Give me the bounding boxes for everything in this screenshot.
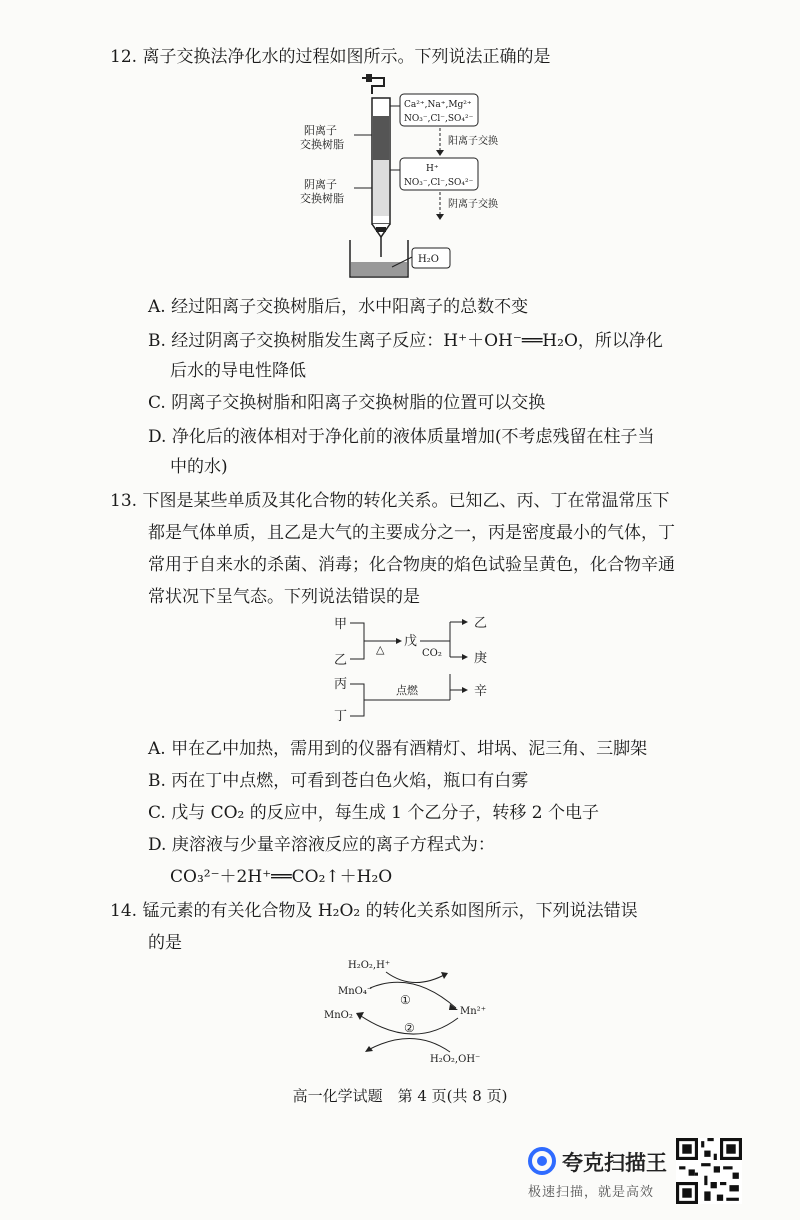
q12-beaker-label: H₂O [418, 254, 439, 265]
q13-jia: 甲 [334, 617, 348, 632]
q14-circle-1: ① [400, 993, 411, 1007]
scanner-logo-icon [528, 1147, 556, 1175]
q13-option-a: A. 甲在乙中加热，需用到的仪器有酒精灯、坩埚、泥三角、三脚架 [148, 739, 648, 759]
q12-arrow-anion-exchange: 阴离子交换 [448, 199, 498, 210]
q12-option-b-line1: B. 经过阴离子交换树脂发生离子反应：H⁺＋OH⁻══H₂O，所以净化 [148, 331, 663, 351]
q13-option-d-equation: CO₃²⁻＋2H⁺══CO₂↑＋H₂O [170, 867, 393, 887]
q12-label-anion-resin-a: 阴离子 [304, 178, 337, 191]
q12-option-d-line2: 中的水) [170, 457, 228, 477]
q13-stem-line3: 常用于自来水的杀菌、消毒；化合物庚的焰色试验呈黄色，化合物辛通 [148, 555, 675, 575]
scanner-slogan: 极速扫描，就是高效 [528, 1185, 655, 1200]
q12-mid-box-h: H⁺ [426, 164, 439, 174]
scanner-brand-name: 夸克扫描王 [562, 1151, 667, 1175]
q13-stem-line1: 13. 下图是某些单质及其化合物的转化关系。已知乙、丙、丁在常温常压下 [110, 491, 670, 511]
q13-xin: 辛 [474, 684, 488, 699]
q14-mn2: Mn²⁺ [460, 1006, 486, 1017]
q12-stem: 12. 离子交换法净化水的过程如图所示。下列说法正确的是 [110, 47, 551, 67]
q13-yi-left: 乙 [334, 653, 348, 668]
q14-bottom-reagent: H₂O₂,OH⁻ [430, 1054, 481, 1065]
q12-label-anion-resin-b: 交换树脂 [300, 192, 344, 205]
q13-option-b: B. 丙在丁中点燃，可看到苍白色火焰，瓶口有白雾 [148, 771, 529, 791]
q13-option-d: D. 庚溶液与少量辛溶液反应的离子方程式为： [148, 835, 495, 855]
q12-option-d-line1: D. 净化后的液体相对于净化前的液体质量增加(不考虑残留在柱子当 [148, 427, 655, 447]
q13-co2: CO₂ [422, 648, 442, 659]
q12-figure [300, 72, 530, 287]
q13-option-c: C. 戊与 CO₂ 的反应中，每生成 1 个乙分子，转移 2 个电子 [148, 803, 600, 823]
q14-mno2: MnO₂ [324, 1010, 353, 1021]
q14-stem-line1: 14. 锰元素的有关化合物及 H₂O₂ 的转化关系如图所示，下列说法错误 [110, 901, 638, 921]
qr-code-icon [676, 1138, 742, 1204]
q12-option-a: A. 经过阳离子交换树脂后，水中阳离子的总数不变 [148, 297, 529, 317]
q12-option-c: C. 阴离子交换树脂和阳离子交换树脂的位置可以交换 [148, 393, 546, 413]
q13-ignite: 点燃 [396, 684, 418, 697]
q13-geng: 庚 [474, 651, 488, 666]
q13-bing: 丙 [334, 677, 348, 692]
q14-circle-2: ② [404, 1021, 415, 1035]
q13-ding: 丁 [334, 709, 348, 722]
q12-top-box-anions: NO₃⁻,Cl⁻,SO₄²⁻ [404, 114, 474, 124]
q14-stem-line2: 的是 [148, 933, 182, 953]
q13-wu: 戊 [404, 634, 418, 649]
q12-label-cation-resin-b: 交换树脂 [300, 138, 344, 151]
q14-top-reagent: H₂O₂,H⁺ [348, 960, 391, 971]
q14-figure [318, 952, 518, 1082]
q12-top-box-cations: Ca²⁺,Na⁺,Mg²⁺ [404, 100, 472, 110]
scanner-watermark [528, 1143, 668, 1203]
q12-arrow-cation-exchange: 阳离子交换 [448, 136, 498, 147]
q13-figure [328, 612, 508, 722]
q12-option-b-line2: 后水的导电性降低 [170, 361, 306, 381]
q12-mid-box-anions: NO₃⁻,Cl⁻,SO₄²⁻ [404, 178, 474, 188]
q13-stem-line4: 常状况下呈气态。下列说法错误的是 [148, 587, 420, 607]
q14-mno4: MnO₄⁻ [338, 986, 373, 997]
q13-yi-right: 乙 [474, 616, 488, 631]
q13-heat-sign: △ [376, 643, 385, 656]
q13-stem-line2: 都是气体单质，且乙是大气的主要成分之一，丙是密度最小的气体，丁 [148, 523, 675, 543]
q12-label-cation-resin-a: 阳离子 [304, 124, 337, 137]
page-footer: 高一化学试题 第 4 页(共 8 页) [292, 1087, 508, 1105]
